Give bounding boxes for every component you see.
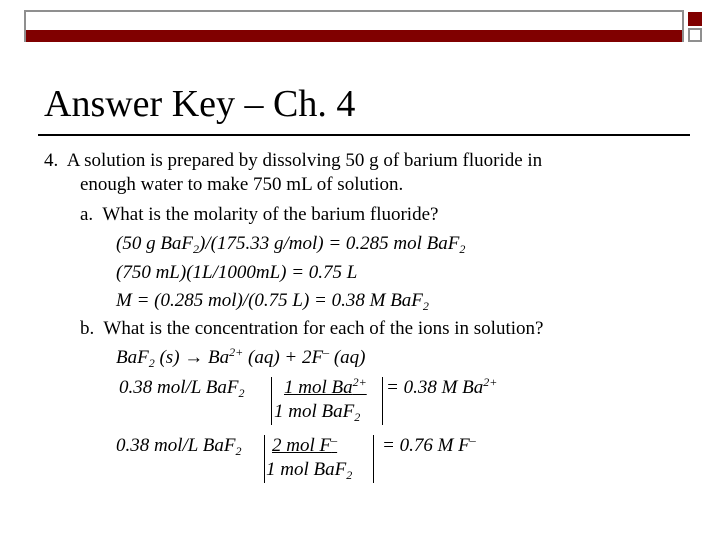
- eq-product1-sup: 2+: [229, 345, 244, 359]
- step1-post: )/(175.33 g/mol) = 0.285 mol BaF: [199, 233, 460, 254]
- f-result-sup: –: [469, 433, 476, 447]
- dissociation-equation: [116, 347, 366, 369]
- step1-sub2: 2: [459, 242, 466, 256]
- ba-num-sup: 2+: [352, 375, 367, 389]
- ba-den-text: 1 mol BaF: [274, 401, 355, 422]
- f-fraction-left-bar: [264, 435, 265, 483]
- part-a-step-3: [116, 290, 429, 312]
- eq-reactant-state: (s): [154, 347, 185, 368]
- f-given-text: 0.38 mol/L BaF: [116, 435, 236, 456]
- part-a-question: [80, 204, 438, 226]
- eq-reactant: BaF: [116, 347, 149, 368]
- ba-result: [386, 377, 497, 399]
- header-square-filled: [688, 12, 702, 26]
- problem-line-1: [44, 150, 542, 172]
- ba-fraction-right-bar: [382, 377, 383, 425]
- ba-given-sub: 2: [238, 386, 245, 400]
- ba-den-sub: 2: [354, 410, 361, 424]
- slide-title: Answer Key – Ch. 4: [44, 83, 356, 125]
- f-den-sub: 2: [346, 468, 353, 482]
- part-b-text: What is the concentration for each of the ions in solution?: [103, 318, 544, 339]
- title-divider: [38, 134, 690, 136]
- header-stripe: [26, 30, 682, 42]
- slide-header-bar: [24, 10, 684, 42]
- problem-line-2: [80, 174, 403, 196]
- ba-num-text: 1 mol Ba: [284, 377, 353, 398]
- ba-numerator: [284, 377, 367, 399]
- part-b-label: b.: [80, 318, 95, 339]
- step3-sub: 2: [422, 299, 429, 313]
- f-result-text: = 0.76 M F: [382, 435, 470, 456]
- ba-given: [119, 377, 244, 399]
- part-a-text: What is the molarity of the barium fluoride?: [102, 204, 439, 225]
- ba-denominator: [274, 401, 360, 423]
- problem-text-2: enough water to make 750 mL of solution.: [80, 174, 404, 195]
- eq-product1-state: (aq) + 2F: [243, 347, 324, 368]
- eq-product2-state: (aq): [329, 347, 366, 368]
- ba-fraction-left-bar: [271, 377, 272, 425]
- f-result: [382, 435, 476, 457]
- eq-reactant-sub: 2: [148, 356, 155, 370]
- f-num-text: 2 mol F: [272, 435, 332, 456]
- step1-sub: 2: [193, 242, 200, 256]
- f-numerator: [272, 435, 337, 457]
- f-den-text: 1 mol BaF: [266, 459, 347, 480]
- problem-text-1: A solution is prepared by dissolving 50 g of barium fluoride in: [66, 150, 543, 171]
- ba-result-text: = 0.38 M Ba: [386, 377, 484, 398]
- f-denominator: [266, 459, 352, 481]
- ba-given-text: 0.38 mol/L BaF: [119, 377, 239, 398]
- f-fraction-right-bar: [373, 435, 374, 483]
- ba-result-sup: 2+: [483, 375, 498, 389]
- eq-product1: Ba: [203, 347, 230, 368]
- part-a-step-1: [116, 233, 465, 255]
- f-num-sup: –: [331, 433, 338, 447]
- right-arrow-icon: →: [184, 347, 204, 368]
- part-b-question: [80, 318, 543, 340]
- part-a-step-2: (750 mL)(1L/1000mL) = 0.75 L: [116, 262, 358, 283]
- f-given: [116, 435, 241, 457]
- eq-product2-sup: –: [323, 345, 330, 359]
- step3-pre: M = (0.285 mol)/(0.75 L) = 0.38 M BaF: [116, 290, 423, 311]
- header-square-outline: [688, 28, 702, 42]
- problem-number: 4.: [44, 150, 59, 171]
- part-a-label: a.: [80, 204, 94, 225]
- step1-pre: (50 g BaF: [116, 233, 194, 254]
- f-given-sub: 2: [235, 444, 242, 458]
